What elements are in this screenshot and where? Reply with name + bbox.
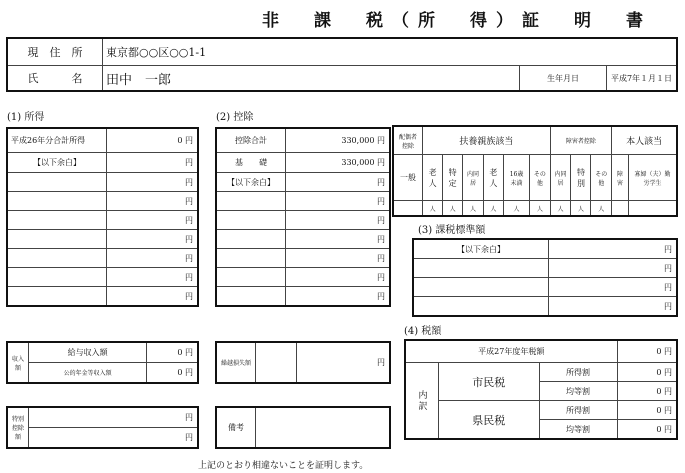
yen-cell: 円 xyxy=(29,428,198,448)
pension-value: 0 円 xyxy=(147,363,198,383)
tax-base-table xyxy=(413,239,677,316)
under16-col: 16歳未満 xyxy=(503,155,529,201)
address-label: 現 住 所 xyxy=(8,39,103,66)
yen-cell: 円 xyxy=(29,408,198,428)
tax-base-heading: (3) 課税標準額 xyxy=(418,225,486,236)
yen-cell: 円 xyxy=(286,268,390,287)
income-table xyxy=(7,128,198,306)
city-tax-label: 市民税 xyxy=(439,363,540,401)
yen-cell: 円 xyxy=(107,192,198,211)
yen-cell: 円 xyxy=(107,230,198,249)
disabled-header: 障害者控除 xyxy=(550,127,611,155)
carry-loss-label: 繰越損失額 xyxy=(217,343,256,383)
breakdown-label: 内訳 xyxy=(406,363,439,439)
yen-cell: 円 xyxy=(549,240,677,259)
income-heading: (1) 所得 xyxy=(7,112,45,123)
tax-value: 0 円 xyxy=(617,382,676,401)
person-unit: 人 xyxy=(591,201,612,216)
yen-cell: 円 xyxy=(549,297,677,316)
elderly-col: 老人 xyxy=(423,155,443,201)
equal-share-label: 均等割 xyxy=(539,420,617,439)
yen-cell: 円 xyxy=(296,343,389,383)
header-table xyxy=(7,38,677,91)
special-deduction-table xyxy=(7,407,198,448)
yen-cell: 円 xyxy=(549,259,677,278)
dependents-table xyxy=(393,126,677,216)
basic-deduction-label: 基 礎 xyxy=(217,153,286,173)
yen-cell: 円 xyxy=(107,268,198,287)
other-col: その他 xyxy=(530,155,551,201)
yen-cell: 円 xyxy=(286,287,390,306)
income-share-label: 所得割 xyxy=(539,401,617,420)
yen-cell: 円 xyxy=(286,173,390,192)
pref-tax-label: 県民税 xyxy=(439,401,540,439)
deduction-total-label: 控除合計 xyxy=(217,129,286,153)
spouse-deduction-header: 配偶者控除 xyxy=(394,127,423,155)
yen-cell: 円 xyxy=(107,173,198,192)
deduction-total-value: 330,000 円 xyxy=(286,129,390,153)
disabled2-col: 障害 xyxy=(612,155,629,201)
tax-value: 0 円 xyxy=(617,363,676,382)
basic-deduction-value: 330,000 円 xyxy=(286,153,390,173)
yen-cell: 円 xyxy=(286,192,390,211)
deduction-blank-label: 【以下余白】 xyxy=(217,173,286,192)
yen-cell: 円 xyxy=(107,287,198,306)
salary-label: 給与収入額 xyxy=(29,343,147,363)
name-label: 氏 名 xyxy=(8,66,103,91)
equal-share-label: 均等割 xyxy=(539,382,617,401)
remarks-label: 備考 xyxy=(217,408,256,448)
person-unit: 人 xyxy=(423,201,443,216)
remarks-table xyxy=(216,407,390,448)
annual-tax-label: 平成27年度年税額 xyxy=(406,341,618,363)
elderly2-col: 老人 xyxy=(483,155,503,201)
specific-col: 特定 xyxy=(443,155,463,201)
yen-cell: 円 xyxy=(107,153,198,173)
person-unit: 人 xyxy=(550,201,571,216)
tax-heading: (4) 税額 xyxy=(404,326,442,337)
person-unit: 人 xyxy=(503,201,529,216)
receipts-side-label: 収入額 xyxy=(8,343,29,383)
tax-value: 0 円 xyxy=(617,401,676,420)
income-row-value: 0 円 xyxy=(107,129,198,153)
document-title: 非 課 税（所 得）証 明 書 xyxy=(262,11,652,31)
cohabiting-col: 内同居 xyxy=(463,155,484,201)
receipts-table xyxy=(7,342,198,383)
address-value: 東京都○○区○○1-1 xyxy=(103,39,677,66)
tax-base-blank-label: 【以下余白】 xyxy=(414,240,549,259)
person-unit: 人 xyxy=(463,201,484,216)
yen-cell: 円 xyxy=(286,230,390,249)
income-row-label: 平成26年分合計所得 xyxy=(8,129,107,153)
income-share-label: 所得割 xyxy=(539,363,617,382)
person-unit: 人 xyxy=(571,201,591,216)
person-unit: 人 xyxy=(483,201,503,216)
income-blank-label: 【以下余白】 xyxy=(8,153,107,173)
yen-cell: 円 xyxy=(549,278,677,297)
name-value: 田中 一郎 xyxy=(103,66,520,91)
certification-footer: 上記のとおり相違ないことを証明します。 xyxy=(198,461,369,471)
deduction-table xyxy=(216,128,390,306)
yen-cell: 円 xyxy=(286,211,390,230)
salary-value: 0 円 xyxy=(147,343,198,363)
tax-value: 0 円 xyxy=(617,420,676,439)
annual-tax-value: 0 円 xyxy=(617,341,676,363)
general-col: 一般 xyxy=(394,155,423,201)
deduction-heading: (2) 控除 xyxy=(216,112,254,123)
self-category-col: 寡婦（夫）勤労学生 xyxy=(628,155,676,201)
person-unit: 人 xyxy=(530,201,551,216)
dependent-header: 扶養親族該当 xyxy=(423,127,551,155)
carry-loss-table xyxy=(216,342,390,383)
pension-label: 公的年金等収入額 xyxy=(29,363,147,383)
self-header: 本人該当 xyxy=(612,127,677,155)
special-deduction-label: 特別控除額 xyxy=(8,408,29,448)
yen-cell: 円 xyxy=(286,249,390,268)
cohabiting2-col: 内同居 xyxy=(550,155,571,201)
other2-col: その他 xyxy=(591,155,612,201)
birth-label: 生年月日 xyxy=(520,66,607,91)
special-col: 特別 xyxy=(571,155,591,201)
tax-table xyxy=(405,340,677,439)
yen-cell: 円 xyxy=(107,249,198,268)
birth-value: 平成7年１月１日 xyxy=(607,66,677,91)
person-unit: 人 xyxy=(443,201,463,216)
yen-cell: 円 xyxy=(107,211,198,230)
